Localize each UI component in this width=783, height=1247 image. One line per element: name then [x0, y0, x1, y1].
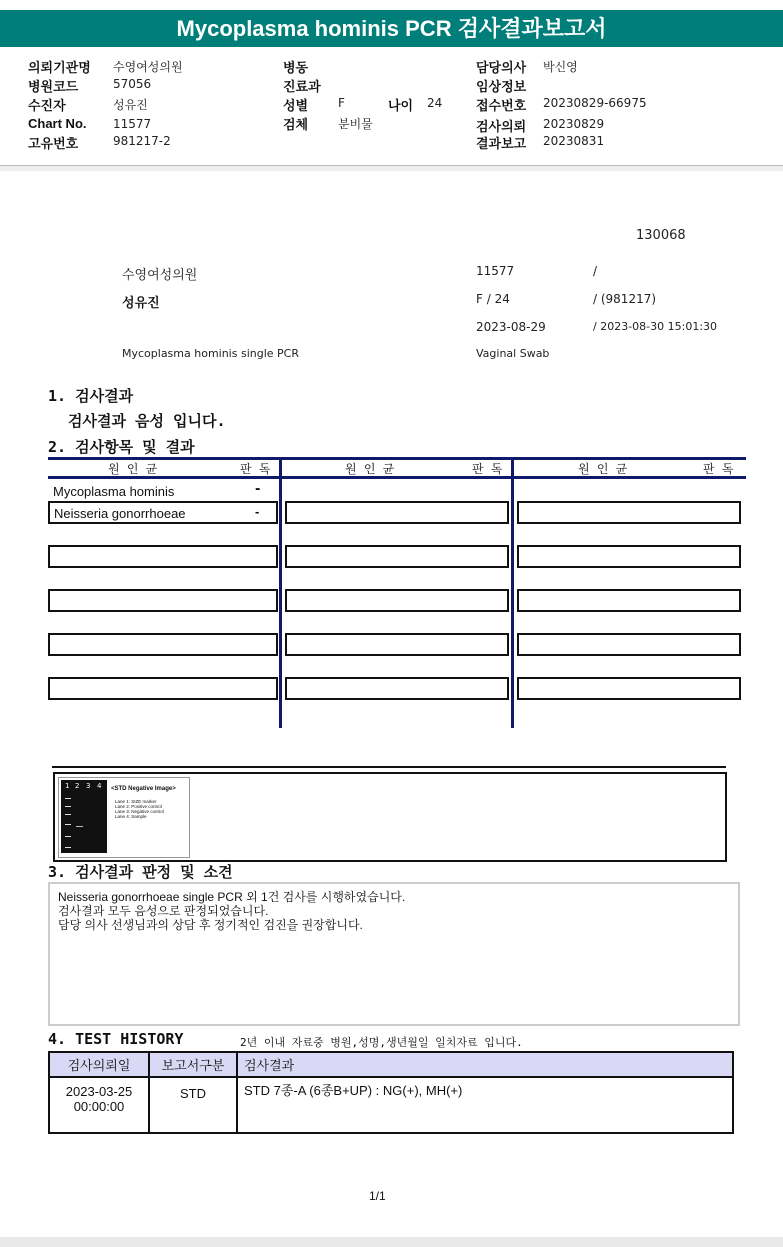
result-cell: [517, 677, 741, 700]
gel-band: [65, 806, 71, 807]
history-time-value: 00:00:00: [73, 1099, 125, 1114]
lane-number: 2: [75, 782, 80, 790]
info-label: Chart No.: [28, 116, 87, 131]
gel-lanes-image: [61, 780, 107, 853]
col-judge-header: 판 독: [240, 462, 271, 476]
info-value: 20230829-66975: [543, 96, 647, 110]
result-cell: [285, 501, 509, 524]
info-value: 11577: [113, 117, 152, 131]
slip-chart: 11577: [476, 264, 515, 278]
info-value: 981217-2: [113, 134, 171, 148]
info-value: 분비물: [338, 117, 373, 131]
info-label: 고유번호: [28, 136, 79, 151]
info-label: 검사의뢰: [476, 119, 527, 134]
result-cell: [517, 501, 741, 524]
info-label: 검체: [283, 117, 309, 132]
report-title: Mycoplasma hominis PCR 검사결과보고서: [0, 10, 783, 47]
result-cell: [48, 633, 278, 656]
info-label: 병원코드: [28, 79, 79, 94]
result-cell: [517, 589, 741, 612]
grid-col-divider: [279, 457, 282, 728]
pathogen-result: -: [255, 482, 261, 497]
slip-date1: 2023-08-29: [476, 320, 546, 334]
gel-band: [65, 847, 71, 848]
slip-code: 130068: [636, 228, 686, 243]
info-label: 성별: [283, 98, 309, 113]
result-cell: [48, 545, 278, 568]
info-label: 의뢰기관명: [28, 60, 91, 75]
slip-sex-age: F / 24: [476, 292, 510, 306]
slip-birth: / (981217): [593, 292, 657, 306]
history-header-row: [49, 1052, 733, 1077]
section2-heading: 2. 검사항목 및 결과: [48, 438, 195, 456]
info-label: 접수번호: [476, 98, 527, 113]
slip-test: Mycoplasma hominis single PCR: [122, 347, 299, 360]
section1-heading: 1. 검사결과: [48, 387, 134, 405]
history-col-result: 검사결과: [237, 1052, 733, 1077]
info-value: 24: [427, 96, 443, 110]
info-value: 57056: [113, 77, 152, 91]
opinion-line: 검사결과 모두 음성으로 판정되었습니다.: [58, 904, 269, 918]
history-date: [49, 1077, 149, 1133]
history-row: [49, 1077, 733, 1133]
result-cell: [285, 589, 509, 612]
info-label: 담당의사: [476, 60, 527, 75]
pathogen-name: Neisseria gonorrhoeae: [54, 506, 186, 521]
result-cell: [285, 545, 509, 568]
section3-heading: 3. 검사결과 판정 및 소견: [48, 863, 233, 881]
grid-col-divider: [511, 457, 514, 728]
opinion-box: [48, 882, 740, 1026]
info-value: 20230831: [543, 134, 605, 148]
slip-name: 성유진: [122, 295, 160, 310]
info-value: 박신영: [543, 60, 578, 74]
pathogen-name: Mycoplasma hominis: [53, 484, 175, 499]
gel-band: [65, 836, 71, 837]
col-judge-header: 판 독: [703, 462, 734, 476]
gel-legend-item: Lane 4: Sample: [115, 814, 147, 819]
pathogen-result: -: [255, 504, 260, 519]
gel-band: [65, 824, 71, 825]
result-cell: [48, 677, 278, 700]
page-number: 1/1: [369, 1189, 386, 1203]
slip-specimen: Vaginal Swab: [476, 347, 550, 360]
info-label: 나이: [388, 98, 414, 113]
divider-shadow: [0, 166, 783, 171]
info-label: 임상정보: [476, 79, 527, 94]
gel-legend: [115, 799, 164, 819]
result-cell: [517, 633, 741, 656]
history-date-value: 2023-03-25: [65, 1084, 133, 1099]
info-label: 결과보고: [476, 136, 527, 151]
lane-number: 4: [97, 782, 102, 790]
section4-heading: 4. TEST HISTORY: [48, 1030, 184, 1048]
history-table: [48, 1051, 734, 1134]
gel-top-line: [52, 766, 726, 768]
result-cell: [285, 677, 509, 700]
lane-number: 3: [86, 782, 91, 790]
opinion-text: [58, 890, 405, 932]
col-pathogen-header: 원 인 균: [578, 462, 628, 476]
history-result: STD 7종-A (6종B+UP) : NG(+), MH(+): [237, 1077, 733, 1133]
gel-legend-item: Lane 2: Positive control: [115, 804, 162, 809]
gel-image: [58, 777, 190, 858]
lane-number: 1: [65, 782, 70, 790]
col-judge-header: 판 독: [472, 462, 503, 476]
info-value: 20230829: [543, 117, 605, 131]
gel-band: [65, 814, 71, 815]
gel-title: <STD Negative Image>: [111, 786, 176, 792]
slip-hospital: 수영여성의원: [122, 268, 198, 283]
slip-slash: /: [593, 264, 598, 278]
col-pathogen-header: 원 인 균: [345, 462, 395, 476]
result-cell: [517, 545, 741, 568]
section1-result: 검사결과 음성 입니다.: [68, 412, 226, 430]
opinion-line: 담당 의사 선생님과의 상담 후 정기적인 검진을 권장합니다.: [58, 918, 363, 932]
result-cell: [48, 501, 278, 524]
result-cell: [285, 633, 509, 656]
info-label: 병동: [283, 60, 309, 75]
result-cell: [48, 589, 278, 612]
col-pathogen-header: 원 인 균: [108, 462, 158, 476]
info-value: F: [338, 96, 345, 110]
slip-date2: / 2023-08-30 15:01:30: [593, 320, 718, 333]
gel-legend-item: Lane 1: SIZE marker: [115, 799, 157, 804]
gel-band: [76, 826, 83, 827]
opinion-line: Neisseria gonorrhoeae single PCR 외 1건 검사를 시행하였습니다.: [58, 890, 406, 904]
gel-legend-item: Lane 3: Negative control: [115, 809, 164, 814]
info-label: 진료과: [283, 79, 321, 94]
info-label: 수진자: [28, 98, 66, 113]
info-value: 성유진: [113, 98, 148, 112]
info-value: 수영여성의원: [113, 60, 183, 74]
history-note: 2년 이내 자료중 병원,성명,생년월일 일치자료 입니다.: [240, 1036, 523, 1049]
history-type: STD: [149, 1077, 237, 1133]
footer-bar: [0, 1237, 783, 1247]
history-col-type: 보고서구분: [149, 1052, 237, 1077]
gel-band: [65, 798, 71, 799]
history-col-date: 검사의뢰일: [49, 1052, 149, 1077]
